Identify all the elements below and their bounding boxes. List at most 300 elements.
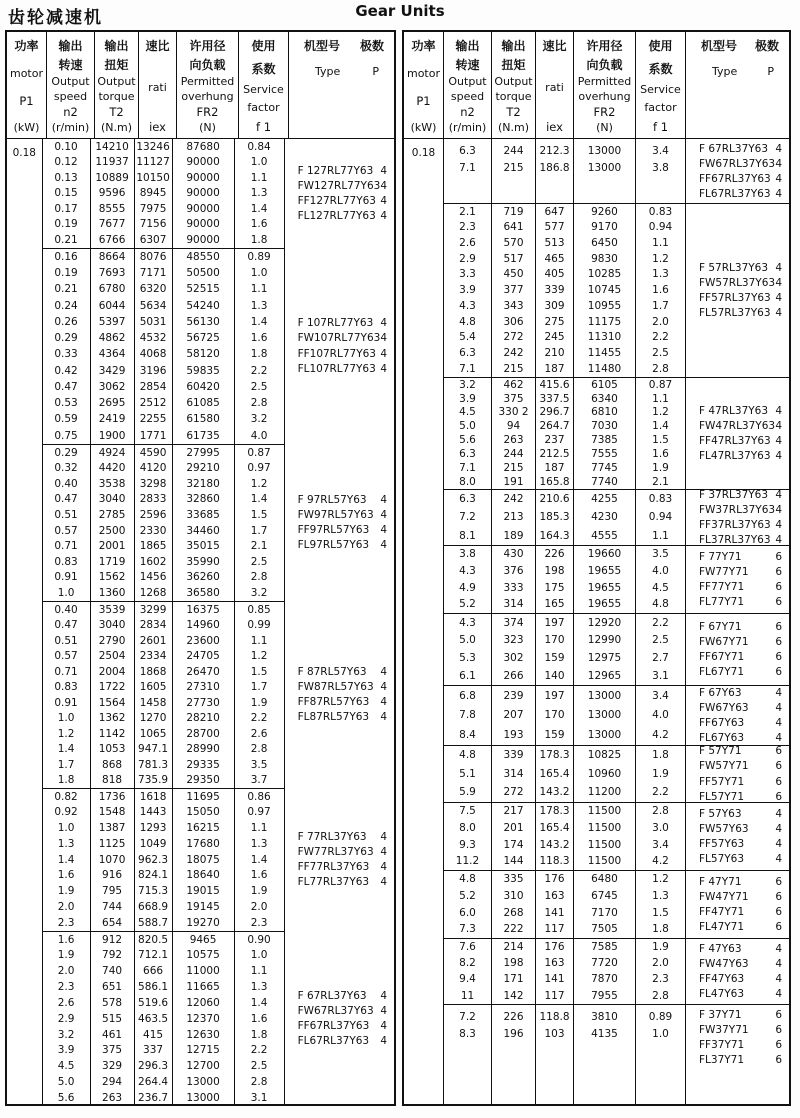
cell-f1: 2.8 bbox=[652, 805, 669, 818]
type-line bbox=[699, 435, 782, 447]
column-iex bbox=[135, 445, 173, 601]
cell-f1: 1.5 bbox=[652, 906, 669, 919]
header-ratio bbox=[139, 32, 177, 138]
header-load-en1: Permitted bbox=[577, 75, 632, 88]
cell-t2: 142 bbox=[503, 989, 524, 1002]
cell-f1: 1.4 bbox=[250, 202, 268, 215]
spec-section bbox=[43, 931, 394, 1106]
section-data bbox=[43, 601, 285, 788]
header-poles-en: P bbox=[372, 65, 379, 78]
cell-iex: 962.3 bbox=[138, 853, 169, 866]
cell-fr2: 4255 bbox=[591, 492, 618, 505]
type-line bbox=[298, 195, 387, 207]
cell-iex: 781.3 bbox=[138, 758, 169, 771]
type-line bbox=[298, 1005, 387, 1017]
cell-fr2: 10825 bbox=[587, 749, 622, 762]
cell-n2: 2.9 bbox=[57, 1012, 75, 1025]
cell-t2: 7677 bbox=[98, 218, 126, 231]
cell-f1: 1.9 bbox=[652, 461, 669, 474]
header-service-symbol: f 1 bbox=[255, 120, 272, 134]
cell-t2: 2419 bbox=[98, 413, 126, 426]
cell-iex: 519.6 bbox=[138, 996, 169, 1009]
cell-n2: 8.1 bbox=[459, 529, 476, 542]
type-block bbox=[686, 871, 789, 938]
cell-iex: 2601 bbox=[139, 634, 167, 647]
cell-t2: 3040 bbox=[98, 619, 126, 631]
pole-count: 4 bbox=[775, 973, 782, 985]
spec-section bbox=[444, 870, 789, 938]
page-title-chinese: 齿轮减速机 bbox=[8, 8, 103, 28]
cell-f1: 1.3 bbox=[250, 837, 268, 850]
cell-iex: 165 bbox=[544, 598, 565, 611]
header-ratio bbox=[536, 32, 574, 138]
cell-iex: 236.7 bbox=[138, 1091, 169, 1104]
cell-n2: 2.0 bbox=[57, 900, 75, 913]
cell-fr2: 11665 bbox=[186, 981, 220, 994]
column-iex bbox=[536, 204, 574, 377]
cell-f1: 1.6 bbox=[250, 332, 268, 345]
cell-n2: 5.0 bbox=[57, 1075, 75, 1088]
cell-t2: 818 bbox=[102, 774, 123, 786]
type-block bbox=[285, 248, 394, 444]
cell-fr2: 10960 bbox=[587, 767, 622, 780]
column-fr2 bbox=[574, 871, 636, 938]
cell-t2: 654 bbox=[102, 916, 123, 929]
cell-n2: 0.29 bbox=[54, 332, 78, 345]
model-type: FW67Y71 bbox=[699, 635, 749, 648]
cell-fr2: 23600 bbox=[186, 634, 220, 647]
cell-n2: 7.1 bbox=[459, 461, 476, 474]
cell-f1: 2.2 bbox=[250, 712, 268, 724]
cell-iex: 178.3 bbox=[539, 749, 570, 762]
cell-t2: 2695 bbox=[98, 397, 126, 410]
cell-f1: 4.0 bbox=[652, 709, 669, 722]
model-type: F 47RL37Y63 bbox=[699, 404, 769, 417]
header-power-symbol: P1 bbox=[416, 93, 431, 108]
cell-f1: 1.2 bbox=[652, 873, 669, 886]
cell-iex: 2255 bbox=[139, 413, 167, 426]
cell-f1: 1.3 bbox=[250, 299, 268, 312]
cell-fr2: 6450 bbox=[591, 237, 618, 250]
column-iex bbox=[536, 803, 574, 870]
type-line bbox=[298, 831, 387, 843]
column-f1 bbox=[235, 445, 285, 601]
pole-count: 4 bbox=[775, 488, 782, 501]
cell-n2: 0.51 bbox=[54, 508, 78, 521]
cell-f1: 1.8 bbox=[250, 1028, 268, 1041]
header-load-unit: (N) bbox=[596, 121, 613, 134]
pole-count: 4 bbox=[380, 1004, 387, 1017]
column-fr2 bbox=[173, 139, 235, 248]
type-block bbox=[686, 803, 789, 870]
header-speed-unit: (r/min) bbox=[51, 121, 90, 134]
cell-t2: 3538 bbox=[98, 477, 126, 490]
pole-count: 4 bbox=[775, 988, 782, 1001]
cell-t2: 239 bbox=[503, 689, 524, 702]
model-type: F 57Y63 bbox=[699, 807, 742, 820]
type-line bbox=[298, 317, 387, 329]
cell-n2: 4.5 bbox=[459, 406, 476, 419]
cell-iex: 3298 bbox=[139, 477, 167, 490]
cell-fr2: 14960 bbox=[186, 619, 220, 631]
cell-f1: 2.2 bbox=[250, 1044, 268, 1057]
cell-n2: 0.29 bbox=[54, 446, 78, 459]
cell-f1: 1.6 bbox=[250, 869, 268, 882]
cell-t2: 329 bbox=[102, 1060, 123, 1073]
model-type: FF47Y71 bbox=[699, 906, 745, 918]
cell-fr2: 12975 bbox=[587, 652, 622, 665]
header-service-symbol: f 1 bbox=[652, 120, 669, 134]
cell-iex: 820.5 bbox=[138, 933, 169, 946]
table-header bbox=[7, 32, 394, 139]
cell-t2: 1736 bbox=[98, 790, 126, 803]
cell-iex: 176 bbox=[544, 873, 565, 886]
model-type: FW87RL57Y63 bbox=[297, 680, 374, 693]
model-type: FF47RL37Y63 bbox=[699, 435, 771, 447]
cell-n2: 6.8 bbox=[459, 689, 476, 702]
column-fr2 bbox=[574, 490, 636, 545]
column-n2 bbox=[444, 746, 492, 802]
header-service bbox=[239, 32, 289, 138]
cell-iex: 309 bbox=[544, 299, 565, 312]
header-type-cn: 机型号 bbox=[701, 39, 738, 53]
cell-fr2: 17680 bbox=[186, 837, 220, 850]
cell-f1: 1.0 bbox=[250, 267, 268, 280]
cell-t2: 375 bbox=[503, 392, 524, 405]
header-service bbox=[636, 32, 686, 138]
type-line bbox=[298, 180, 387, 192]
cell-fr2: 90000 bbox=[186, 171, 220, 184]
spec-section bbox=[444, 545, 789, 613]
pole-count: 6 bbox=[775, 581, 782, 593]
cell-iex: 339 bbox=[544, 284, 565, 297]
cell-n2: 3.9 bbox=[459, 392, 476, 405]
cell-iex: 170 bbox=[544, 709, 565, 722]
cell-f1: 1.3 bbox=[652, 268, 669, 281]
cell-iex: 5031 bbox=[139, 315, 167, 328]
cell-t2: 196 bbox=[503, 1027, 524, 1040]
cell-t2: 333 bbox=[503, 581, 524, 594]
cell-f1: 2.8 bbox=[250, 1075, 268, 1088]
cell-t2: 94 bbox=[506, 420, 521, 433]
cell-t2: 14210 bbox=[95, 140, 129, 153]
type-line bbox=[699, 988, 782, 1000]
cell-t2: 272 bbox=[503, 786, 524, 799]
cell-iex: 2834 bbox=[139, 619, 167, 631]
column-iex bbox=[536, 490, 574, 545]
cell-f1: 2.3 bbox=[652, 973, 669, 986]
cell-fr2: 9465 bbox=[189, 933, 217, 946]
cell-n2: 2.1 bbox=[459, 205, 476, 218]
model-type: FW67RL37Y63 bbox=[699, 158, 776, 171]
cell-f1: 0.86 bbox=[247, 790, 271, 803]
cell-fr2: 11310 bbox=[587, 331, 622, 344]
pole-count: 6 bbox=[775, 775, 782, 788]
cell-iex: 176 bbox=[544, 940, 565, 953]
cell-iex: 6320 bbox=[139, 283, 167, 296]
cell-f1: 2.0 bbox=[652, 957, 669, 970]
pole-count: 4 bbox=[775, 807, 782, 820]
cell-f1: 1.2 bbox=[250, 477, 268, 490]
cell-n2: 0.83 bbox=[54, 681, 78, 693]
cell-fr2: 19145 bbox=[186, 900, 220, 913]
header-type-en: Type bbox=[712, 65, 738, 78]
type-line bbox=[699, 277, 782, 289]
cell-f1: 1.6 bbox=[652, 284, 669, 297]
cell-n2: 3.3 bbox=[459, 268, 476, 281]
pole-count: 4 bbox=[775, 957, 782, 970]
cell-t2: 1053 bbox=[98, 743, 126, 755]
cell-iex: 141 bbox=[544, 906, 565, 919]
column-iex bbox=[135, 602, 173, 788]
cell-iex: 163 bbox=[544, 957, 565, 970]
column-n2 bbox=[444, 939, 492, 1004]
model-type: F 37RL37Y63 bbox=[699, 488, 769, 501]
header-ratio-en: rati bbox=[148, 80, 167, 94]
pole-count: 6 bbox=[775, 906, 782, 918]
cell-iex: 7171 bbox=[139, 267, 167, 280]
cell-fr2: 35015 bbox=[186, 540, 220, 553]
type-line bbox=[298, 990, 387, 1002]
cell-fr2: 28700 bbox=[186, 727, 220, 740]
cell-f1: 2.2 bbox=[652, 616, 669, 629]
pole-count: 4 bbox=[775, 276, 782, 289]
cell-f1: 2.5 bbox=[652, 347, 669, 360]
header-load-cn1: 许用径 bbox=[586, 39, 623, 53]
header-power-en: motor bbox=[9, 67, 43, 81]
column-f1 bbox=[636, 546, 686, 613]
cell-iex: 197 bbox=[544, 616, 565, 629]
cell-t2: 263 bbox=[503, 434, 524, 447]
cell-fr2: 48550 bbox=[186, 250, 220, 263]
model-type: FL57RL37Y63 bbox=[699, 307, 771, 320]
cell-t2: 719 bbox=[503, 205, 524, 218]
column-iex bbox=[135, 789, 173, 931]
cell-t2: 7693 bbox=[98, 267, 126, 280]
pole-count: 4 bbox=[380, 696, 387, 708]
cell-iex: 2334 bbox=[139, 650, 167, 662]
cell-f1: 1.6 bbox=[250, 1012, 268, 1025]
header-power-en: motor bbox=[406, 67, 440, 81]
column-fr2 bbox=[574, 1005, 636, 1106]
cell-iex: 1456 bbox=[139, 571, 167, 584]
header-load-cn2: 向负载 bbox=[189, 58, 226, 72]
cell-fr2: 19015 bbox=[186, 885, 220, 898]
header-torque-en1: Output bbox=[97, 75, 136, 88]
cell-t2: 242 bbox=[503, 347, 524, 360]
header-service-cn2: 系数 bbox=[648, 61, 673, 76]
cell-iex: 118.8 bbox=[539, 1011, 570, 1023]
cell-n2: 7.1 bbox=[459, 161, 476, 174]
cell-t2: 201 bbox=[503, 821, 524, 834]
pole-count: 4 bbox=[775, 188, 782, 201]
cell-iex: 4120 bbox=[139, 462, 167, 475]
header-torque-en1: Output bbox=[494, 75, 533, 88]
cell-fr2: 11500 bbox=[587, 821, 622, 834]
header-load-unit: (N) bbox=[199, 121, 216, 134]
cell-n2: 9.3 bbox=[459, 838, 476, 851]
cell-n2: 0.10 bbox=[54, 140, 78, 153]
model-type: FF57Y71 bbox=[699, 775, 745, 788]
header-ratio-cn: 速比 bbox=[542, 39, 567, 53]
column-f1 bbox=[636, 686, 686, 745]
cell-f1: 2.6 bbox=[250, 727, 268, 740]
pole-count: 4 bbox=[380, 876, 387, 889]
model-type: FW57RL37Y63 bbox=[699, 276, 776, 289]
column-fr2 bbox=[173, 932, 235, 1106]
cell-fr2: 12060 bbox=[186, 996, 220, 1009]
type-line bbox=[699, 958, 782, 970]
cell-t2: 263 bbox=[102, 1091, 123, 1104]
spec-section bbox=[43, 444, 394, 601]
header-service-cn1: 使用 bbox=[648, 39, 673, 53]
pole-count: 4 bbox=[380, 861, 387, 873]
type-block bbox=[686, 686, 789, 745]
header-load bbox=[177, 32, 239, 138]
cell-iex: 2833 bbox=[139, 493, 167, 506]
cell-iex: 337 bbox=[143, 1044, 164, 1057]
cell-t2: 244 bbox=[503, 145, 524, 157]
cell-n2: 5.1 bbox=[459, 767, 476, 780]
cell-iex: 11127 bbox=[136, 156, 170, 169]
header-power-cn: 功率 bbox=[14, 39, 39, 53]
section-data bbox=[444, 1005, 686, 1106]
cell-t2: 641 bbox=[503, 221, 524, 234]
cell-fr2: 90000 bbox=[186, 233, 220, 246]
pole-count: 4 bbox=[775, 822, 782, 835]
cell-t2: 215 bbox=[503, 362, 524, 375]
column-fr2 bbox=[173, 445, 235, 601]
cell-f1: 4.0 bbox=[250, 429, 268, 442]
pole-count: 4 bbox=[380, 711, 387, 724]
cell-n2: 0.53 bbox=[54, 397, 78, 410]
header-poles-cn: 极数 bbox=[754, 39, 779, 53]
pole-count: 4 bbox=[380, 362, 387, 375]
cell-fr2: 19655 bbox=[587, 581, 622, 594]
cell-n2: 6.3 bbox=[459, 448, 476, 461]
cell-t2: 314 bbox=[503, 767, 524, 780]
section-data bbox=[444, 378, 686, 489]
cell-f1: 0.87 bbox=[648, 378, 673, 391]
header-torque-cn2: 扭矩 bbox=[104, 58, 129, 72]
model-type: FF77Y71 bbox=[699, 581, 745, 593]
cell-f1: 3.7 bbox=[250, 774, 268, 786]
column-fr2 bbox=[173, 249, 235, 444]
cell-t2: 266 bbox=[503, 669, 524, 682]
pole-count: 6 bbox=[775, 921, 782, 934]
cell-f1: 0.89 bbox=[247, 250, 271, 263]
model-type: FF97RL57Y63 bbox=[297, 524, 370, 536]
type-line bbox=[298, 711, 387, 723]
cell-n2: 0.91 bbox=[54, 571, 78, 584]
type-line bbox=[699, 621, 782, 633]
cell-n2: 5.0 bbox=[459, 634, 476, 647]
column-t2 bbox=[492, 871, 536, 938]
cell-iex: 415.6 bbox=[539, 378, 570, 391]
cell-n2: 3.9 bbox=[57, 1044, 75, 1057]
power-column bbox=[7, 139, 43, 1104]
pole-count: 4 bbox=[380, 332, 387, 345]
cell-n2: 1.4 bbox=[57, 743, 75, 755]
cell-f1: 2.1 bbox=[250, 540, 268, 553]
column-n2 bbox=[43, 445, 91, 601]
cell-iex: 159 bbox=[544, 652, 565, 665]
header-power-cn: 功率 bbox=[411, 39, 436, 53]
cell-iex: 415 bbox=[143, 1028, 164, 1041]
cell-f1: 0.84 bbox=[247, 140, 271, 153]
cell-f1: 1.7 bbox=[250, 524, 268, 537]
cell-f1: 2.5 bbox=[250, 555, 268, 568]
cell-iex: 165.8 bbox=[539, 475, 570, 488]
cell-n2: 8.2 bbox=[459, 957, 476, 970]
cell-f1: 1.8 bbox=[652, 923, 669, 936]
pole-count: 4 bbox=[775, 853, 782, 866]
type-line bbox=[298, 681, 387, 693]
cell-iex: 118.3 bbox=[539, 855, 570, 868]
cell-iex: 1865 bbox=[139, 540, 167, 553]
cell-f1: 2.2 bbox=[652, 786, 669, 799]
cell-f1: 1.7 bbox=[250, 681, 268, 693]
pole-count: 4 bbox=[380, 665, 387, 678]
column-iex bbox=[536, 139, 574, 203]
section-data bbox=[43, 788, 285, 931]
cell-n2: 0.47 bbox=[54, 493, 78, 506]
type-line bbox=[298, 363, 387, 375]
cell-n2: 4.8 bbox=[459, 873, 476, 886]
cell-t2: 2001 bbox=[98, 540, 126, 553]
model-type: FL127RL77Y63 bbox=[297, 210, 376, 223]
cell-t2: 2790 bbox=[98, 634, 126, 647]
cell-t2: 744 bbox=[102, 900, 123, 913]
cell-n2: 0.40 bbox=[54, 603, 78, 616]
cell-f1: 0.83 bbox=[648, 492, 673, 505]
column-f1 bbox=[235, 789, 285, 931]
type-block bbox=[285, 788, 394, 931]
model-type: FW47Y71 bbox=[699, 890, 749, 903]
header-load bbox=[574, 32, 636, 138]
cell-fr2: 12965 bbox=[587, 669, 622, 682]
cell-f1: 1.0 bbox=[250, 156, 268, 169]
cell-iex: 824.1 bbox=[138, 869, 169, 882]
cell-n2: 0.40 bbox=[54, 477, 78, 490]
cell-iex: 187 bbox=[544, 362, 565, 375]
cell-n2: 0.47 bbox=[54, 380, 78, 393]
cell-fr2: 6745 bbox=[591, 889, 618, 902]
header-torque bbox=[492, 32, 536, 138]
model-type: FF127RL77Y63 bbox=[297, 195, 376, 207]
column-f1 bbox=[636, 139, 686, 203]
column-fr2 bbox=[574, 204, 636, 377]
header-speed-cn2: 转速 bbox=[58, 58, 83, 72]
cell-fr2: 11000 bbox=[186, 965, 220, 978]
type-line bbox=[699, 791, 782, 803]
column-t2 bbox=[492, 490, 536, 545]
type-line bbox=[298, 861, 387, 873]
pole-count: 4 bbox=[775, 307, 782, 320]
cell-iex: 165.4 bbox=[539, 821, 570, 834]
cell-t2: 306 bbox=[503, 315, 524, 328]
pole-count: 4 bbox=[775, 503, 782, 516]
cell-iex: 185.3 bbox=[539, 511, 570, 524]
pole-count: 4 bbox=[775, 732, 782, 745]
type-line bbox=[699, 489, 782, 501]
pole-count: 4 bbox=[775, 838, 782, 850]
cell-f1: 3.5 bbox=[250, 758, 268, 771]
cell-fr2: 29350 bbox=[186, 774, 220, 786]
type-line bbox=[699, 551, 782, 563]
cell-f1: 0.89 bbox=[648, 1011, 673, 1023]
cell-f1: 1.6 bbox=[250, 218, 268, 231]
